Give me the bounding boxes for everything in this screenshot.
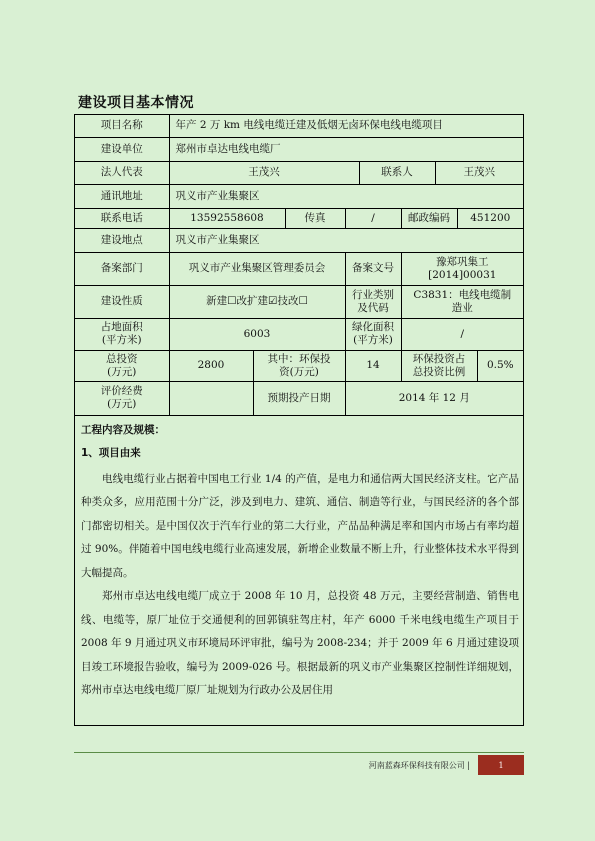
area-value: 6003: [169, 318, 345, 350]
eval-fee-label-line2: (万元): [107, 398, 137, 410]
postcode-value: 451200: [457, 208, 523, 228]
paragraph: 郑州市卓达电线电缆厂成立于 2008 年 10 月，总投资 48 万元，主要经营制造、销售电线、电缆等，原厂址位于交通便利的回郭镇驻驾庄村，年产 6000 千米电线电缆生产项目于 2008 年 9 月通过巩义市环境局环评审批，编号为 2008-234；并于 2009 年 6 月通过建设项目竣工环境报告验收，编号为 2009-026 号。根据最新的巩义市产业集聚区控制性详细规划，郑州市卓达电线电缆厂原厂址规划为行政办公及居住用: [81, 590, 519, 696]
date-value: 2014 年 12 月: [345, 381, 523, 415]
industry-label: [345, 285, 401, 318]
nature-value: 新建☐改扩建☑技改☐: [169, 285, 345, 318]
record-dept-label: 备案部门: [75, 252, 169, 285]
table-row: [75, 318, 523, 350]
invest-value: 2800: [169, 350, 253, 381]
table-row: [75, 228, 523, 252]
date-label: 预期投产日期: [253, 381, 345, 415]
green-value: /: [401, 318, 523, 350]
table-row: [75, 184, 523, 208]
invest-label-line2: (万元): [107, 365, 137, 378]
paragraph: 电线电缆行业占据着中国电工行业 1/4 的产值，是电力和通信两大国民经济支柱。它产品种类众多，应用范围十分广泛，涉及到电力、建筑、通信、制造等行业，与国民经济的各个部门都密切相关。是中国仅次于汽车行业的第二大行业，产品品种满足率和国内市场占有率均超过 90%。伴随着中国电线电缆行业高速发展，新增企业数量不断上升，行业整体技术水平得到大幅提高。: [81, 472, 519, 579]
eval-fee-label-line1: 评价经费: [100, 385, 143, 397]
invest-label-line1: 总投资: [106, 352, 138, 365]
address-value: 巩义市产业集聚区: [169, 184, 523, 208]
table-row: [75, 381, 523, 415]
table-row: [75, 350, 523, 381]
postcode-label: 邮政编码: [401, 208, 457, 228]
project-name-label: 项目名称: [75, 115, 169, 137]
info-box: [74, 114, 524, 726]
env-invest-label-line2: 资(万元): [279, 365, 319, 378]
record-no-value: [401, 252, 523, 285]
env-invest-label: [253, 350, 345, 381]
green-label-line1: 绿化面积: [352, 321, 394, 333]
legal-rep-label: 法人代表: [75, 161, 169, 184]
legal-rep-value: 王茂兴: [169, 161, 359, 184]
record-no-label: 备案文号: [345, 252, 401, 285]
fax-label: 传真: [285, 208, 345, 228]
page-number: 1: [478, 755, 524, 775]
area-label: [75, 318, 169, 350]
industry-label-line1: 行业类别: [352, 288, 394, 301]
area-label-line2: (平方米): [101, 334, 142, 346]
table-row: [75, 252, 523, 285]
table-row: [75, 285, 523, 318]
unit-value: 郑州市卓达电线电缆厂: [169, 137, 523, 161]
footer-company: 河南蓝森环保科技有限公司 |: [368, 761, 470, 770]
location-value: 巩义市产业集聚区: [169, 228, 523, 252]
page-title: 建设项目基本情况: [78, 95, 194, 111]
industry-line1: C3831：电线电缆制: [413, 288, 512, 301]
contact-label: 联系人: [359, 161, 435, 184]
sub-heading: 1、项目由来: [81, 446, 141, 459]
unit-label: 建设单位: [75, 137, 169, 161]
green-label-line2: (平方米): [353, 334, 393, 346]
table-row: [75, 161, 523, 184]
nature-label: 建设性质: [75, 285, 169, 318]
ratio-value: 0.5%: [477, 350, 523, 381]
env-invest-value: 14: [345, 350, 401, 381]
eval-fee-value: [169, 381, 253, 415]
record-dept-value: 巩义市产业集聚区管理委员会: [169, 252, 345, 285]
area-label-line1: 占地面积: [100, 321, 143, 333]
ratio-label-line1: 环保投资占: [412, 352, 466, 365]
phone-value: 13592558608: [169, 208, 285, 228]
section-heading: 工程内容及规模：: [81, 423, 165, 436]
record-no-line2: [2014]00031: [428, 268, 497, 281]
fax-value: /: [345, 208, 401, 228]
table-row: [75, 208, 523, 228]
eval-fee-label: [75, 381, 169, 415]
industry-line2: 造业: [451, 301, 473, 314]
industry-value: [401, 285, 523, 318]
record-no-line1: 豫郑巩集工: [436, 255, 489, 268]
contact-value: 王茂兴: [435, 161, 523, 184]
green-label: [345, 318, 401, 350]
table-row: [75, 115, 523, 137]
location-label: 建设地点: [75, 228, 169, 252]
ratio-label: [401, 350, 477, 381]
project-name-value: 年产 2 万 km 电线电缆迁建及低烟无卤环保电线电缆项目: [169, 115, 523, 137]
env-invest-label-line1: 其中：环保投: [267, 352, 331, 365]
project-info-table: [75, 115, 523, 416]
phone-label: 联系电话: [75, 208, 169, 228]
footer-divider: [74, 752, 524, 753]
table-row: [75, 137, 523, 161]
project-content: [75, 416, 523, 703]
address-label: 通讯地址: [75, 184, 169, 208]
ratio-label-line2: 总投资比例: [412, 365, 466, 378]
invest-label: [75, 350, 169, 381]
industry-label-line2: 及代码: [357, 301, 389, 314]
